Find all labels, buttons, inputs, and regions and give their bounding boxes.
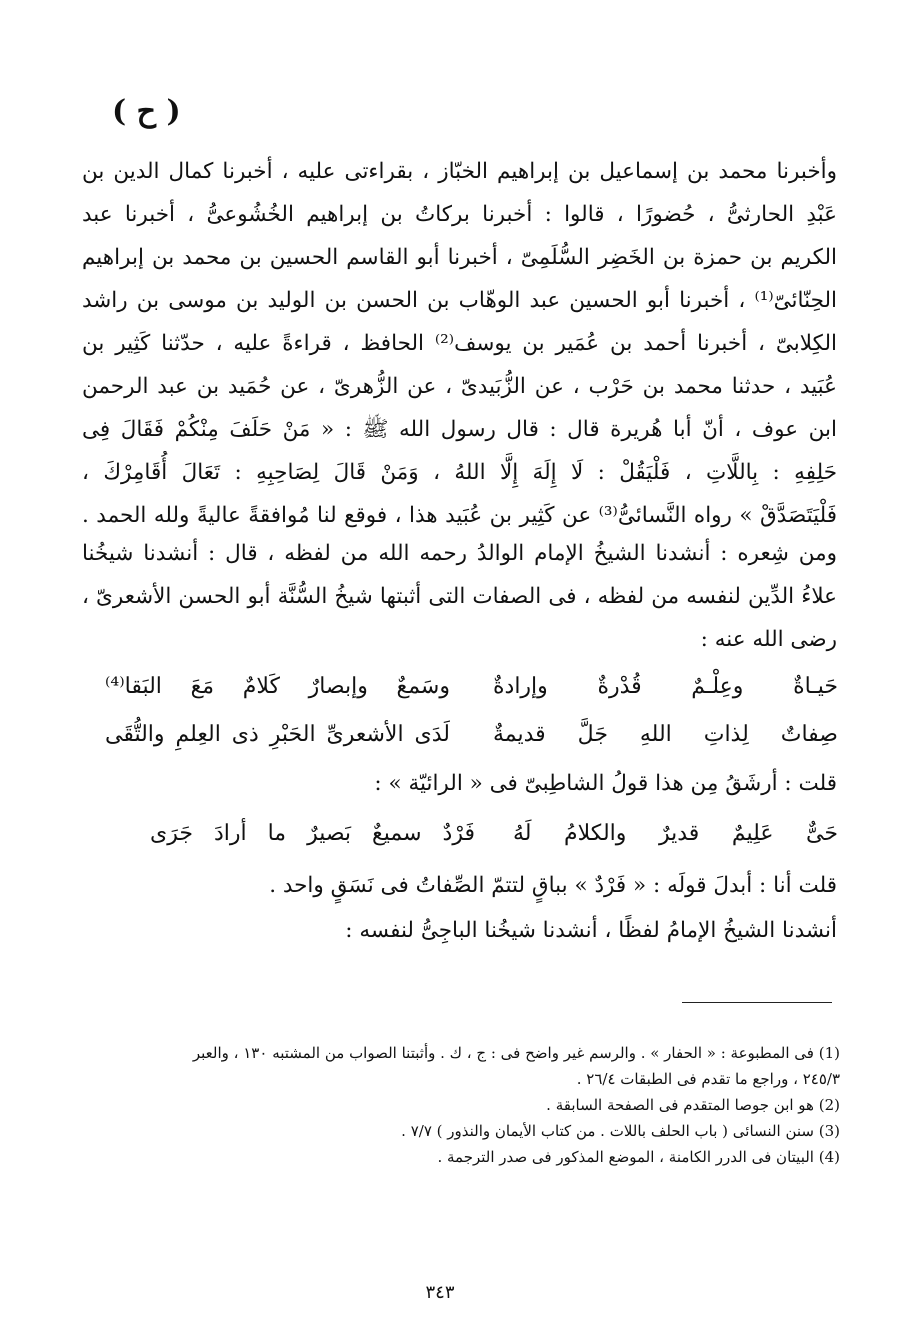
page-number: ٣٤٣: [425, 1282, 455, 1303]
text-line: وأخبرنا محمد بن إسماعيل بن إبراهيم الخبّاز ، بقراءتى عليه ، أخبرنا كمال الدين بن: [82, 159, 837, 184]
verse-first-hemistich: صِفاتٌ لِذاتِ اللهِ جَلَّ قديمةٌ: [493, 722, 838, 747]
main-text-block-2: [82, 532, 837, 661]
footnote: (1) فى المطبوعة : « الحفار » . والرسم غير واضح فى : ج ، ك . وأثبتنا الصواب من المشتبه ١٣٠ ، والعبر: [192, 1044, 840, 1062]
verse-first-hemistich: حَىٌّ عَلِيمٌ قديرٌ والكلامُ لَهُ: [513, 821, 838, 846]
footnote: (2) هو ابن جوصا المتقدم فى الصفحة السابقة .: [546, 1096, 840, 1114]
footnote-continuation: ٢٤٥/٣ ، وراجع ما تقدم فى الطبقات ٢٦/٤ .: [576, 1070, 840, 1088]
poem-verses-1: [105, 663, 838, 759]
footnote: (3) سنن النسائى ( باب الحلف باللات . من كتاب الأيمان والنذور ) ٧/٧ .: [401, 1122, 840, 1140]
section-letter-heading: ( ح ): [112, 94, 181, 129]
verse-first-hemistich: حَيـاةٌ وعِلْـمٌ قُدْرةٌ وإرادةٌ: [493, 674, 838, 699]
text-line: الكريم بن حمزة بن الخَضِر السُّلَمِىّ ، أخبرنا أبو القاسم الحسين بن محمد بن إبراهيم: [82, 245, 837, 270]
text-line: عَبْدِ الحارثىُّ ، حُضورًا ، قالوا : أخبرنا بركاتُ بن إبراهيم الخُشُوعىُّ ، أخبرنا عبد: [82, 202, 837, 227]
footnote-divider: [682, 1002, 832, 1003]
text-line: قلت : أرشَقُ مِن هذا قولُ الشاطِبىّ فى « الرائيّة » :: [374, 771, 837, 796]
text-line: عُبَيد ، حدثنا محمد بن حَرْب ، عن الزُّبَيدىّ ، عن الزُّهرىّ ، عن حُمَيد بن عبد الرحمن: [82, 374, 837, 399]
verse-line: [105, 711, 838, 759]
text-line: حَلِفِهِ : بِاللَّاتِ ، فَلْيَقُلْ : لَا إِلَهَ إِلَّا اللهُ ، وَمَنْ قَالَ لِصَاحِبِهِ : تَعَالَ أُقَامِرْكَ ،: [82, 460, 837, 485]
verse-second-hemistich: فَرْدٌ سميعٌ بَصيرٌ ما أرادَ جَرَى: [150, 821, 475, 846]
text-line: فَلْيَتَصَدَّقْ » رواه النَّسائىُّ⁽³⁾ عن كَثِير بن عُبَيد هذا ، فوقع لنا مُوافقةً عاليةً ولله الحمد .: [82, 503, 837, 528]
text-line: الكِلابىّ ، أخبرنا أحمد بن عُمَير بن يوسف⁽²⁾ الحافظ ، قراءةً عليه ، حدّثنا كَثِير بن: [82, 331, 837, 356]
footnotes: [110, 1040, 840, 1170]
text-line: قلت أنا : أبدلَ قولَه : « فَرْدٌ » بباقٍ لتتمّ الصِّفاتُ فى نَسَقٍ واحد .: [269, 873, 837, 898]
text-line: ابن عوف ، أنّ أبا هُريرة قال : قال رسول الله ﷺ : « مَنْ حَلَفَ مِنْكُمْ فَقَالَ فِى: [82, 417, 837, 442]
text-line: علاءُ الدِّين لنفسه من لفظه ، فى الصفات التى أثبتها شيخُ السُّنَّة أبو الحسن الأشعرىّ ،: [82, 584, 837, 609]
verse-line: [105, 663, 838, 711]
text-line: رضى الله عنه :: [700, 627, 837, 652]
text-line: ومن شِعره : أنشدنا الشيخُ الإمام الوالدُ رحمه الله من لفظه ، قال : أنشدنا شيخُنا: [82, 541, 837, 566]
text-line: الحِنّائىّ⁽¹⁾ ، أخبرنا أبو الحسين عبد الوهّاب بن الحسن بن الوليد بن موسى بن راشد: [82, 288, 837, 313]
footnote: (4) البيتان فى الدرر الكامنة ، الموضع المذكور فى صدر الترجمة .: [437, 1148, 840, 1166]
poem-verse-2: [150, 810, 838, 858]
verse-second-hemistich: لَدَى الأشعرىِّ الحَبْرِ ذى العِلمِ والتُّقَى: [105, 722, 450, 747]
verse-second-hemistich: وسَمعٌ وإبصارٌ كَلامٌ مَعَ البَقا⁽⁴⁾: [105, 674, 450, 699]
text-line: أنشدنا الشيخُ الإمامُ لفظًا ، أنشدنا شيخُنا الباجِىُّ لنفسه :: [345, 918, 837, 943]
main-text-block-1: [82, 150, 837, 537]
